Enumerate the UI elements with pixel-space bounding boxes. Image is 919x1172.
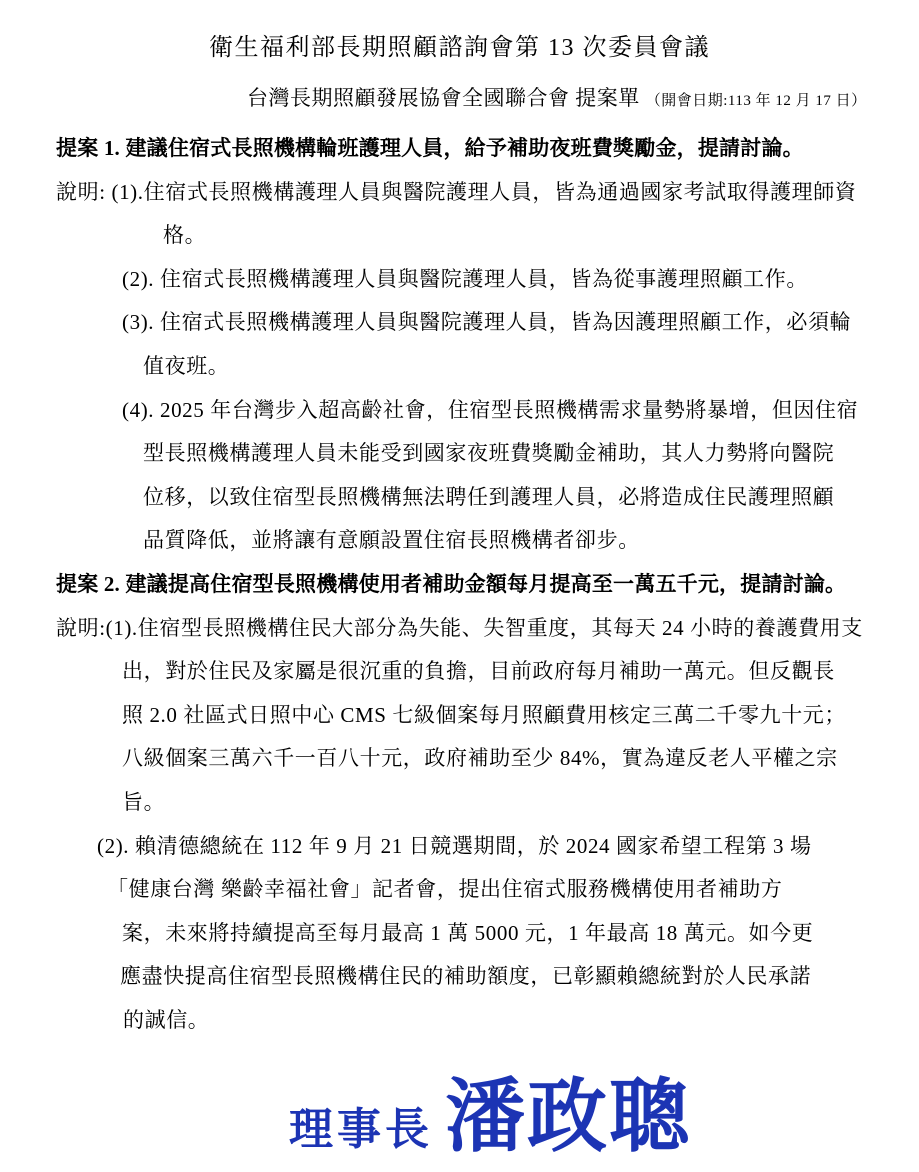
- signature-role: 理事長: [289, 1105, 433, 1154]
- document-title: 衛生福利部長期照顧諮詢會第 13 次委員會議: [209, 35, 710, 61]
- meeting-date-note: （開會日期:113 年 12 月 17 日）: [645, 93, 867, 109]
- proposal-heading-line: 提案 1. 建議住宿式長照機構輪班護理人員，給予補助夜班費獎勵金，提請討論。: [56, 136, 804, 160]
- document-text-line: (2). 住宿式長照機構護理人員與醫院護理人員，皆為從事護理照顧工作。: [122, 266, 808, 291]
- document-text-line: 旨。: [122, 789, 166, 814]
- signature-block: [289, 1052, 691, 1167]
- document-text-line: 位移，以致住宿型長照機構無法聘任到護理人員，必將造成住民護理照顧: [143, 484, 835, 509]
- document-text-line: 的誠信。: [123, 1007, 210, 1032]
- document-text-line: 格。: [163, 223, 207, 248]
- document-text-line: 「健康台灣 樂齡幸福社會」記者會，提出住宿式服務機構使用者補助方: [107, 877, 783, 902]
- signature-name: 潘政聰: [445, 1072, 691, 1161]
- document-text-line: 應盡快提高住宿型長照機構住民的補助額度，已彰顯賴總統對於人民承諾: [120, 964, 812, 989]
- document-text-line: 說明: (1).住宿式長照機構護理人員與醫院護理人員，皆為通過國家考試取得護理師資: [56, 179, 857, 204]
- document-body: [56, 134, 876, 1049]
- document-text-line: 照 2.0 社區式日照中心 CMS 七級個案每月照顧費用核定三萬二千零九十元；: [122, 702, 847, 727]
- document-text-line: 型長照機構護理人員未能受到國家夜班費獎勵金補助，其人力勢將向醫院: [143, 441, 835, 466]
- document-text-line: 出，對於住民及家屬是很沉重的負擔，目前政府每月補助一萬元。但反觀長: [122, 659, 835, 684]
- document-text-line: 八級個案三萬六千一百八十元，政府補助至少 84%，實為違反老人平權之宗: [122, 746, 838, 771]
- document-text-line: (2). 賴清德總統在 112 年 9 月 21 日競選期間，於 2024 國家希望工程第 3 場: [97, 833, 812, 858]
- subtitle-organization: 台灣長期照顧發展協會全國聯合會 提案單: [247, 86, 640, 110]
- document-text-line: 案，未來將持續提高至每月最高 1 萬 5000 元，1 年最高 18 萬元。如今更: [122, 920, 814, 945]
- document-subtitle: [247, 82, 867, 112]
- document-text-line: (3). 住宿式長照機構護理人員與醫院護理人員，皆為因護理照顧工作，必須輪: [122, 310, 852, 335]
- document-text-line: (4). 2025 年台灣步入超高齡社會，住宿型長照機構需求量勢將暴增，但因住宿: [122, 397, 859, 422]
- document-text-line: 品質降低，並將讓有意願設置住宿長照機構者卻步。: [143, 528, 640, 553]
- proposal-heading-line: 提案 2. 建議提高住宿型長照機構使用者補助金額每月提高至一萬五千元，提請討論。: [56, 571, 847, 596]
- document-text-line: 說明:(1).住宿型長照機構住民大部分為失能、失智重度，其每天 24 小時的養護費用支: [56, 615, 863, 640]
- document-text-line: 值夜班。: [143, 353, 230, 378]
